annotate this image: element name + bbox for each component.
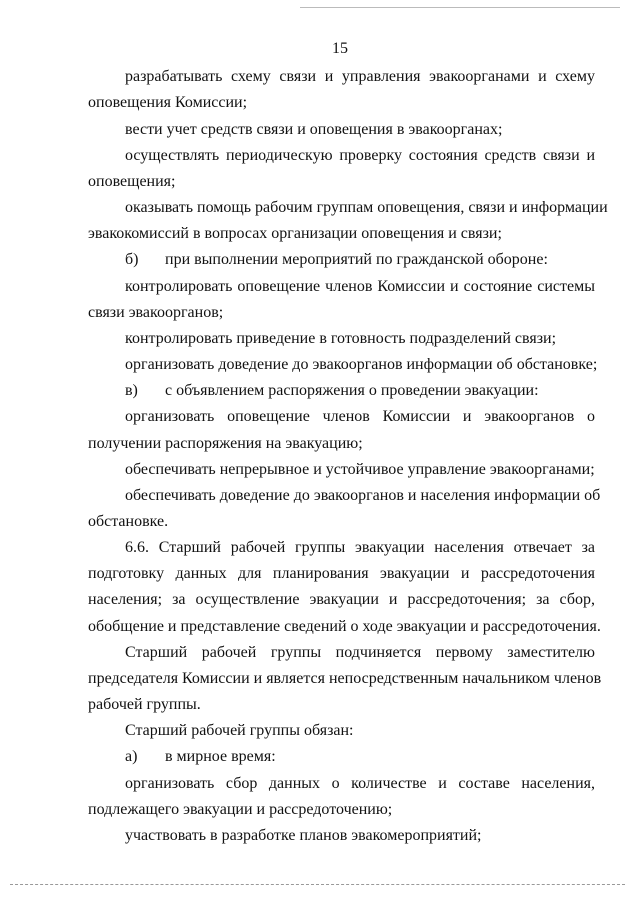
text-line: обобщение и представление сведений о ходе эвакуации и рассредоточения. <box>88 618 601 635</box>
text-line: обеспечивать доведение до эвакоорганов и населения информации об <box>125 487 601 504</box>
text-line: 6.6. Старший рабочей группы эвакуации населения отвечает за <box>125 539 595 556</box>
list-item-v <box>125 381 595 401</box>
text-line: подготовку данных для планирования эвакуации и рассредоточения <box>88 565 595 582</box>
text-line: оказывать помощь рабочим группам оповещения, связи и информации <box>125 199 608 216</box>
text-line: председателя Комиссии и является непосредственным начальником членов <box>88 670 602 687</box>
text-line: организовать доведение до эвакоорганов информации об обстановке; <box>125 356 598 373</box>
text-line: обеспечивать непрерывное и устойчивое управление эвакоорганами; <box>125 461 595 478</box>
page-number: 15 <box>332 40 348 57</box>
text-line: организовать сбор данных о количестве и составе населения, <box>125 775 595 792</box>
text-line: участвовать в разработке планов эвакомероприятий; <box>125 827 482 844</box>
text-line: организовать оповещение членов Комиссии и эвакоорганов о <box>125 408 595 425</box>
text-line: осуществлять периодическую проверку состояния средств связи и <box>125 147 595 164</box>
list-item-text: в мирное время: <box>165 748 276 765</box>
text-line: вести учет средств связи и оповещения в эвакоорганах; <box>125 121 503 138</box>
text-line: рабочей группы. <box>88 696 201 713</box>
text-line: получении распоряжения на эвакуацию; <box>88 435 363 452</box>
text-line: эвакокомиссий в вопросах организации оповещения и связи; <box>88 225 502 242</box>
list-item-text: при выполнении мероприятий по гражданской обороне: <box>165 251 548 268</box>
text-line: Старший рабочей группы подчиняется первому заместителю <box>125 644 595 661</box>
text-line: Старший рабочей группы обязан: <box>125 722 354 739</box>
list-item-text: с объявлением распоряжения о проведении эвакуации: <box>165 382 539 399</box>
text-line: разрабатывать схему связи и управления эвакоорганами и схему <box>125 68 595 85</box>
list-marker: б) <box>125 251 139 268</box>
text-line: подлежащего эвакуации и рассредоточению; <box>88 801 393 818</box>
text-line: контролировать приведение в готовность подразделений связи; <box>125 330 557 347</box>
text-line: оповещения; <box>88 173 176 190</box>
list-item-a <box>125 747 595 767</box>
text-line: оповещения Комиссии; <box>88 94 248 111</box>
text-line: контролировать оповещение членов Комиссии и состояние системы <box>125 278 595 295</box>
text-line: населения; за осуществление эвакуации и рассредоточения; за сбор, <box>88 591 595 608</box>
list-item-b <box>125 250 595 270</box>
list-marker: а) <box>125 748 138 765</box>
text-line: связи эвакоорганов; <box>88 304 224 321</box>
top-scan-rule <box>300 7 620 8</box>
bottom-scan-rule <box>10 884 625 885</box>
text-line: обстановке. <box>88 513 169 530</box>
list-marker: в) <box>125 382 138 399</box>
